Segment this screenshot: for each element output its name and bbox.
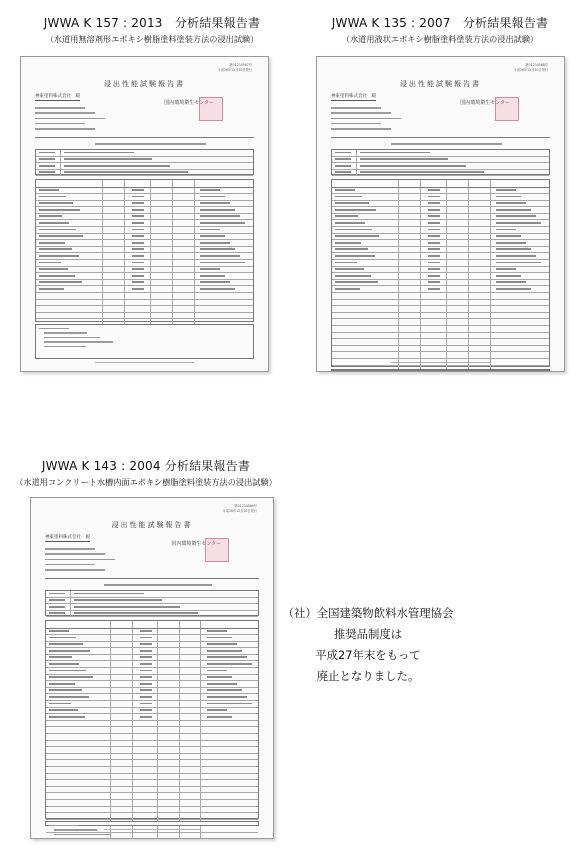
results-row — [332, 326, 549, 333]
results-row — [332, 319, 549, 326]
meta-line — [45, 548, 95, 550]
organization-name: 国内環境衛生センター — [171, 541, 222, 547]
results-row — [36, 214, 253, 221]
info-row — [46, 591, 258, 598]
meta-line — [45, 559, 115, 561]
divider — [45, 578, 259, 579]
info-row — [46, 598, 258, 605]
results-row — [46, 807, 258, 814]
meta-line — [331, 118, 401, 120]
results-row — [36, 201, 253, 208]
results-row — [36, 234, 253, 241]
results-row — [332, 227, 549, 234]
results-row — [46, 701, 258, 708]
report-subtitle: （水道用無溶剤形エポキシ樹脂塗料塗装方法の浸出試験） — [45, 34, 259, 44]
notes-box — [45, 821, 259, 826]
results-row — [332, 293, 549, 300]
results-row — [46, 727, 258, 734]
results-row — [46, 787, 258, 794]
footer-line — [104, 829, 201, 830]
report-subtitle: （水道用コンクリート水槽内面エポキシ樹脂塗料塗装方法の浸出試験） — [15, 477, 277, 487]
organization-name: 国内環境衛生センター — [460, 100, 511, 106]
seal-stamp-image — [205, 538, 229, 562]
notice-text — [258, 603, 478, 687]
seal-stamp-image — [495, 97, 519, 121]
results-row — [46, 642, 258, 649]
results-row — [36, 188, 253, 195]
results-row — [36, 286, 253, 293]
results-row — [46, 675, 258, 682]
results-row — [332, 188, 549, 195]
report-number-text: 第01234568号 — [525, 63, 548, 67]
notes-line — [44, 337, 100, 339]
results-table — [331, 179, 550, 367]
results-row — [46, 774, 258, 781]
results-row — [46, 741, 258, 748]
results-row — [46, 760, 258, 767]
meta-line — [331, 107, 381, 109]
results-row — [36, 253, 253, 260]
results-row — [332, 333, 549, 340]
divider — [35, 137, 254, 138]
footer-line — [95, 362, 194, 363]
results-row — [332, 247, 549, 254]
notes-line — [44, 341, 113, 343]
document-addressee: 神東塗料株式会社 殿 — [35, 94, 80, 99]
results-row — [332, 313, 549, 320]
results-row — [46, 721, 258, 728]
results-row — [46, 688, 258, 695]
results-row — [46, 813, 258, 820]
report-document-image — [316, 56, 565, 372]
report-title: JWWA K 135 : 2007 分析結果報告書 — [331, 16, 549, 30]
results-row — [36, 300, 253, 307]
notes-box — [35, 324, 254, 359]
results-header-row — [332, 180, 549, 188]
notice-line: 平成27年末をもって — [315, 648, 421, 662]
notes-line — [44, 346, 86, 348]
report-number — [218, 63, 252, 72]
document-addressee: 神東塗料株式会社 殿 — [331, 94, 376, 99]
results-row — [46, 655, 258, 662]
results-row — [36, 194, 253, 201]
results-row — [46, 708, 258, 715]
meta-line — [35, 123, 85, 125]
results-row — [46, 767, 258, 774]
results-row — [332, 346, 549, 353]
meta-line — [35, 118, 105, 120]
results-row — [46, 648, 258, 655]
notes-line — [44, 332, 87, 334]
organization-name: 国内環境衛生センター — [164, 100, 215, 106]
report-number — [223, 504, 257, 513]
info-table — [45, 590, 259, 616]
report-date-text: 平成26年12月20日発行 — [217, 67, 252, 72]
meta-line — [45, 553, 105, 555]
results-row — [36, 273, 253, 280]
info-row — [332, 170, 549, 177]
results-row — [46, 734, 258, 741]
results-row — [46, 629, 258, 636]
meta-line — [331, 128, 391, 130]
document-title: 浸出性能試験報告書 — [104, 80, 185, 88]
meta-line — [35, 107, 85, 109]
results-row — [46, 747, 258, 754]
info-row — [36, 163, 253, 170]
info-row — [332, 163, 549, 170]
document-title: 浸出性能試験報告書 — [111, 521, 193, 529]
report-subtitle: （水道用液状エポキシ樹脂塗料塗装方法の浸出試験） — [341, 34, 539, 44]
info-table — [331, 149, 550, 175]
divider — [331, 137, 550, 138]
document-title: 浸出性能試験報告書 — [400, 80, 481, 88]
results-row — [332, 240, 549, 247]
results-row — [46, 661, 258, 668]
notes-box — [331, 369, 550, 371]
meta-line — [35, 128, 95, 130]
meta-line — [45, 564, 95, 566]
meta-line — [45, 569, 105, 571]
results-row — [46, 780, 258, 787]
results-row — [332, 267, 549, 274]
meta-line — [35, 112, 95, 114]
results-row — [46, 714, 258, 721]
info-table — [35, 149, 254, 175]
notes-line — [54, 838, 123, 839]
results-row — [332, 201, 549, 208]
notes-line — [39, 328, 69, 330]
report-document-image — [30, 497, 274, 839]
results-row — [332, 214, 549, 221]
results-row — [332, 234, 549, 241]
results-row — [46, 793, 258, 800]
info-row — [36, 157, 253, 164]
results-row — [46, 681, 258, 688]
results-row — [46, 635, 258, 642]
notice-line: 廃止となりました。 — [316, 669, 420, 683]
results-header-row — [36, 180, 253, 188]
caption-line — [391, 143, 502, 145]
results-row — [332, 260, 549, 267]
results-row — [36, 280, 253, 287]
results-row — [332, 300, 549, 307]
report-date-text: 平成26年12月20日発行 — [222, 508, 257, 513]
report-date-text: 平成26年12月20日発行 — [513, 67, 548, 72]
report-number — [514, 63, 548, 72]
info-row — [36, 150, 253, 157]
info-row — [332, 157, 549, 164]
results-row — [36, 260, 253, 267]
notes-line — [54, 829, 97, 831]
report-document-image — [20, 56, 269, 372]
meta-line — [331, 112, 391, 114]
results-row — [332, 220, 549, 227]
footer-line — [391, 362, 490, 363]
results-row — [36, 293, 253, 300]
document-addressee: 神東塗料株式会社 殿 — [45, 535, 90, 540]
notice-line: （社）全国建築物飲料水管理協会 — [282, 606, 454, 620]
results-row — [36, 306, 253, 313]
results-header-row — [46, 621, 258, 629]
results-row — [46, 668, 258, 675]
results-table — [45, 620, 259, 819]
results-row — [332, 286, 549, 293]
meta-line — [331, 123, 381, 125]
info-row — [46, 604, 258, 611]
report-title: JWWA K 157 : 2013 分析結果報告書 — [43, 16, 261, 30]
info-row — [46, 611, 258, 618]
results-row — [36, 247, 253, 254]
results-row — [332, 339, 549, 346]
info-row — [36, 170, 253, 177]
results-row — [46, 754, 258, 761]
results-row — [332, 306, 549, 313]
results-row — [332, 352, 549, 359]
results-table — [35, 179, 254, 322]
results-row — [332, 253, 549, 260]
report-title: JWWA K 143 : 2004 分析結果報告書 — [41, 459, 251, 473]
results-row — [46, 694, 258, 701]
results-row — [332, 207, 549, 214]
notes-line — [54, 834, 110, 836]
info-row — [332, 150, 549, 157]
report-number-text: 第01234569号 — [234, 504, 257, 508]
results-row — [332, 280, 549, 287]
results-row — [332, 194, 549, 201]
results-row — [36, 220, 253, 227]
results-row — [46, 800, 258, 807]
notes-line — [49, 825, 79, 827]
caption-line — [104, 584, 213, 586]
results-row — [36, 240, 253, 247]
report-number-text: 第01234567号 — [229, 63, 252, 67]
results-row — [332, 273, 549, 280]
results-row — [36, 227, 253, 234]
caption-line — [95, 143, 206, 145]
results-row — [36, 267, 253, 274]
seal-stamp-image — [199, 97, 223, 121]
results-row — [36, 313, 253, 320]
results-row — [36, 207, 253, 214]
notice-line: 推奨品制度は — [333, 627, 403, 641]
